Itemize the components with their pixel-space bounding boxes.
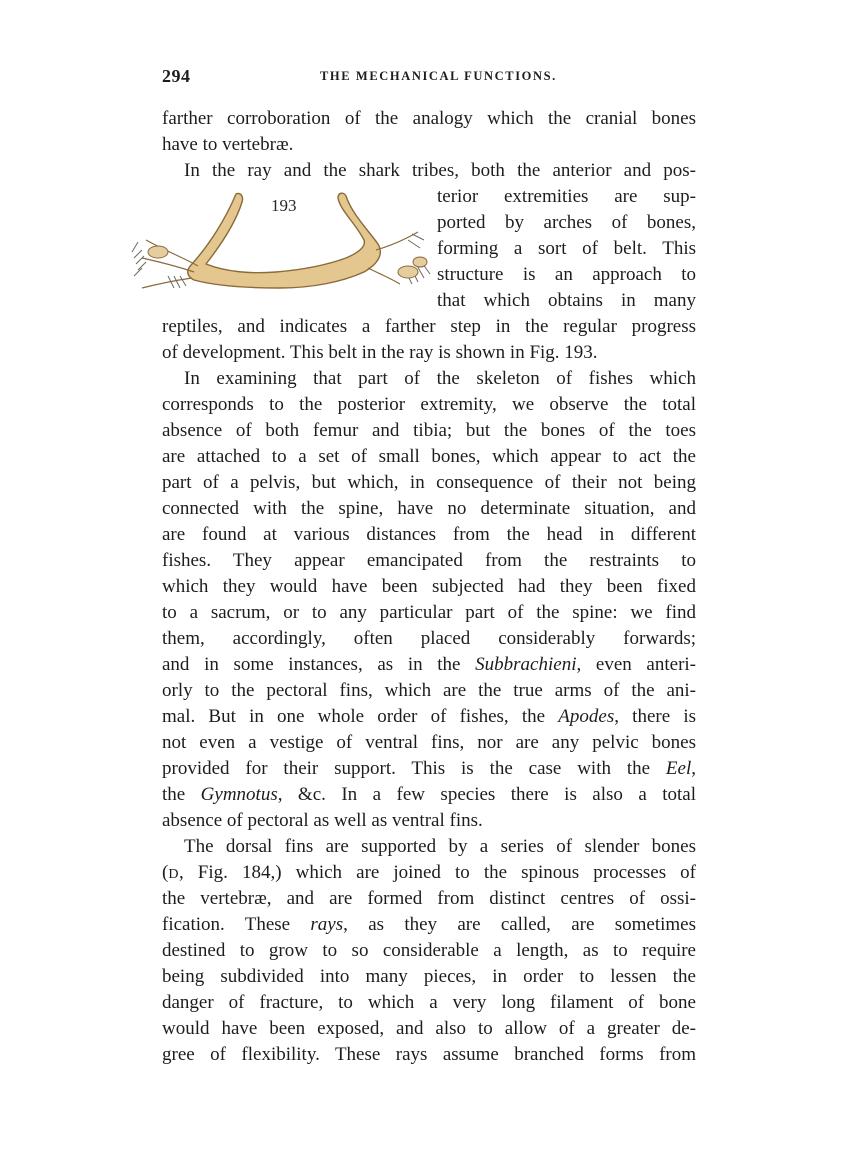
text-run: , Fig. 184,) which are joined to the spinous processes of bbox=[178, 862, 696, 883]
text-line: being subdivided into many pieces, in order to lessen the bbox=[162, 966, 696, 987]
text-line: are attached to a set of small bones, which appear to act the bbox=[162, 446, 696, 467]
text-line: that which obtains in many bbox=[437, 290, 696, 311]
text-line: farther corroboration of the analogy which the cranial bones bbox=[162, 108, 696, 129]
text-line: In the ray and the shark tribes, both the anterior and pos- bbox=[184, 160, 696, 181]
text-run: , &c. In a few species there is also a total bbox=[277, 784, 696, 805]
text-line: part of a pelvis, but which, in consequence of their not being bbox=[162, 472, 696, 493]
text-run: provided for their support. This is the case with the bbox=[162, 758, 666, 779]
text-run: the bbox=[162, 784, 201, 805]
figure-letter: D bbox=[168, 867, 179, 882]
text-line: gree of flexibility. These rays assume branched forms from bbox=[162, 1044, 696, 1065]
text-line bbox=[162, 652, 696, 678]
text-line: of development. This belt in the ray is shown in Fig. 193. bbox=[162, 342, 598, 363]
text-run: and in some instances, as in the bbox=[162, 654, 476, 675]
text-line: The dorsal fins are supported by a series of slender bones bbox=[184, 836, 696, 857]
text-line: forming a sort of belt. This bbox=[437, 238, 696, 259]
text-run: , there is bbox=[614, 706, 696, 727]
text-line: have to vertebræ. bbox=[162, 134, 294, 155]
text-line: destined to grow to so considerable a length, as to require bbox=[162, 940, 696, 961]
text-line bbox=[162, 756, 696, 782]
text-line: structure is an approach to bbox=[437, 264, 696, 285]
running-title: THE MECHANICAL FUNCTIONS. bbox=[320, 69, 557, 83]
emphasis: rays bbox=[310, 914, 344, 935]
text-line: to a sacrum, or to any particular part of the spine: we find bbox=[162, 602, 696, 623]
text-line bbox=[162, 860, 696, 886]
text-line: fishes. They appear emancipated from the restraints to bbox=[162, 550, 696, 571]
text-line: would have been exposed, and also to allow of a greater de- bbox=[162, 1018, 696, 1039]
text-line: danger of fracture, to which a very long filament of bone bbox=[162, 992, 696, 1013]
page-number: 294 bbox=[162, 66, 191, 86]
text-line: In examining that part of the skeleton of fishes which bbox=[184, 368, 696, 389]
text-block-top bbox=[162, 106, 696, 1068]
figure-number: 193 bbox=[271, 196, 297, 215]
text-line bbox=[162, 912, 696, 938]
taxon-name: Eel bbox=[665, 758, 692, 779]
text-line: corresponds to the posterior extremity, we observe the total bbox=[162, 394, 696, 415]
text-line: are found at various distances from the head in different bbox=[162, 524, 696, 545]
text-run: , even anteri- bbox=[576, 654, 696, 675]
text-line: orly to the pectoral fins, which are the true arms of the ani- bbox=[162, 680, 696, 701]
text-run: , bbox=[691, 758, 696, 779]
text-line bbox=[162, 704, 696, 730]
text-line: reptiles, and indicates a farther step in the regular progress bbox=[162, 316, 696, 337]
text-run: , as they are called, are sometimes bbox=[343, 914, 696, 935]
text-line: which they would have been subjected had they been fixed bbox=[162, 576, 696, 597]
text-line bbox=[162, 782, 696, 808]
text-line: absence of pectoral as well as ventral fins. bbox=[162, 810, 483, 831]
text-line: terior extremities are sup- bbox=[437, 186, 696, 207]
taxon-name: Apodes bbox=[558, 706, 615, 727]
text-line: the vertebræ, and are formed from distinct centres of ossi- bbox=[162, 888, 696, 909]
text-line: absence of both femur and tibia; but the bones of the toes bbox=[162, 420, 696, 441]
text-run: ( bbox=[162, 862, 169, 883]
page-header bbox=[162, 66, 696, 90]
text-line: not even a vestige of ventral fins, nor are any pelvic bones bbox=[162, 732, 696, 753]
text-run: fication. These bbox=[162, 914, 311, 935]
text-line: connected with the spine, have no determinate situation, and bbox=[162, 498, 696, 519]
taxon-name: Subbrachieni bbox=[475, 654, 577, 675]
text-line: them, accordingly, often placed considerably forwards; bbox=[162, 628, 696, 649]
taxon-name: Gymnotus bbox=[200, 784, 278, 805]
text-line: ported by arches of bones, bbox=[437, 212, 696, 233]
text-run: mal. But in one whole order of fishes, the bbox=[162, 706, 559, 727]
